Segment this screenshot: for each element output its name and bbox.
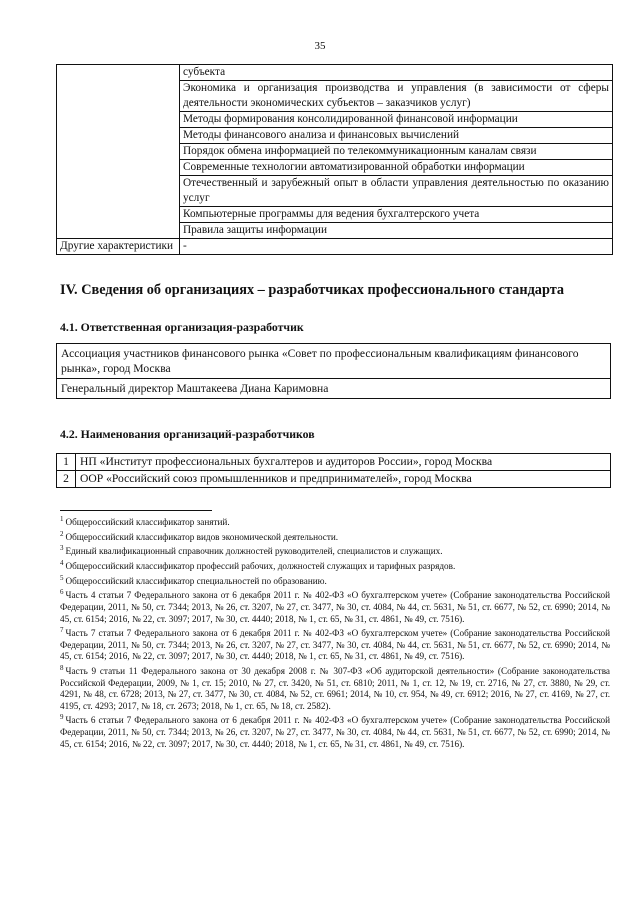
table-cell: Порядок обмена информацией по телекоммуникационным каналам связи	[180, 144, 613, 160]
footnote: $^9$ Часть 6 статьи 7 Федерального закона от 6 декабря 2011 г. № 402-ФЗ «О бухгалтерском учете» (Собрание законодательства Российской Федерации, 2011, № 50, ст. 7344; 2013, № 26, ст. 3207, № 27, ст. 3477, № 30, ст. 4084, № 44, ст. 5631, № 51, ст. 6677, № 52, ст. 6990; 2014, № 45, ст. 6154; 2016, № 22, ст. 3097; 2017, № 30, ст. 4440; 2018, № 1, ст. 65, № 31, ст. 4861, № 49, ст. 7516).	[60, 713, 610, 749]
footnote: $^7$ Часть 7 статьи 7 Федерального закона от 6 декабря 2011 г. № 402-ФЗ «О бухгалтерском учете» (Собрание законодательства Российской Федерации, 2011, № 50, ст. 7344; 2013, № 26, ст. 3207, № 27, ст. 3477, № 30, ст. 4084, № 44, ст. 5631, № 51, ст. 6677, № 52, ст. 6990; 2014, № 45, ст. 6154; 2016, № 22, ст. 3097; 2017, № 30, ст. 4440; 2018, № 1, ст. 65, № 31, ст. 4861, № 49, ст. 7516).	[60, 626, 610, 662]
table-cell: Методы финансового анализа и финансовых вычислений	[180, 128, 613, 144]
table-cell: Компьютерные программы для ведения бухгалтерского учета	[180, 207, 613, 223]
footnote: $^3$ Единый квалификационный справочник должностей руководителей, специалистов и служащих.	[60, 544, 443, 557]
organization-name: Ассоциация участников финансового рынка «Совет по профессиональным квалификациям финансового рынка», город Москва	[61, 347, 579, 375]
footnote: $^4$ Общероссийский классификатор профессий рабочих, должностей служащих и тарифных разрядов.	[60, 558, 456, 572]
other-characteristics-value: -	[180, 239, 613, 255]
table-cell-empty	[57, 65, 180, 239]
table-cell: Современные технологии автоматизированной обработки информации	[180, 160, 613, 176]
table-cell: Экономика и организация производства и управления (в зависимости от сферы деятельности экономических субъектов – заказчиков услуг)	[180, 81, 613, 112]
footnote: $^6$ Часть 4 статьи 7 Федерального закона от 6 декабря 2011 г. № 402-ФЗ «О бухгалтерском учете» (Собрание законодательства Российской Федерации, 2011, № 50, ст. 7344; 2013, № 26, ст. 3207, № 27, ст. 3477, № 30, ст. 4084, № 44, ст. 5631, № 51, ст. 6677, № 52, ст. 6990; 2014, № 45, ст. 6154; 2016, № 22, ст. 3097; 2017, № 30, ст. 4440; 2018, № 1, ст. 65, № 31, ст. 4861, № 49, ст. 7516).	[60, 588, 610, 624]
table-cell: Правила защиты информации	[180, 223, 613, 239]
footnotes	[60, 514, 610, 750]
section-title: IV. Сведения об организациях – разработчиках профессионального стандарта	[60, 282, 565, 298]
footnote: $^5$ Общероссийский классификатор специальностей по образованию.	[60, 573, 327, 586]
row-number: 2	[57, 471, 76, 488]
organization-head: Генеральный директор Маштакеева Диана Каримовна	[57, 378, 610, 398]
page-number: 35	[314, 40, 326, 52]
footnote: $^2$ Общероссийский классификатор видов экономической деятельности.	[60, 529, 339, 542]
subsection-title-4-2: 4.2. Наименования организаций-разработчиков	[60, 427, 315, 441]
developers-table	[56, 453, 611, 488]
row-number: 1	[57, 454, 76, 471]
table-row	[57, 454, 611, 471]
table-cell: Методы формирования консолидированной финансовой информации	[180, 112, 613, 128]
footnote: $^8$ Часть 9 статьи 11 Федерального закона от 30 декабря 2008 г. № 307-ФЗ «Об аудиторской деятельности» (Собрание законодательства Российской Федерации, 2009, № 1, ст. 15; 2010, № 27, ст. 3420, № 51, ст. 6810; 2011, № 1, ст. 12, № 19, ст. 2716, № 27, ст. 3880, № 29, ст. 4291, № 48, ст. 6728; 2013, № 27, ст. 3477, № 30, ст. 4084, № 52, ст. 6961; 2014, № 10, ст. 954, № 49, ст. 6912; 2016, № 27, ст. 4169, № 27, ст. 4195, ст. 4293; 2017, № 18, ст. 2673; 2018, № 1, ст. 65, № 18, ст. 2582).	[60, 663, 610, 711]
footnote-separator	[60, 510, 212, 511]
organization-name: НП «Институт профессиональных бухгалтеров и аудиторов России», город Москва	[76, 454, 611, 471]
organization-name: ООР «Российский союз промышленников и предпринимателей», город Москва	[76, 471, 611, 488]
knowledge-table	[56, 64, 613, 255]
table-row	[57, 471, 611, 488]
table-cell: Отечественный и зарубежный опыт в области управления деятельностью по оказанию услуг	[180, 176, 613, 207]
table-cell: субъекта	[180, 65, 613, 81]
subsection-title-4-1: 4.1. Ответственная организация-разработчик	[60, 320, 304, 334]
responsible-organization-box	[56, 343, 611, 399]
footnote: $^1$ Общероссийский классификатор занятий.	[60, 515, 230, 528]
other-characteristics-label: Другие характеристики	[57, 239, 180, 255]
